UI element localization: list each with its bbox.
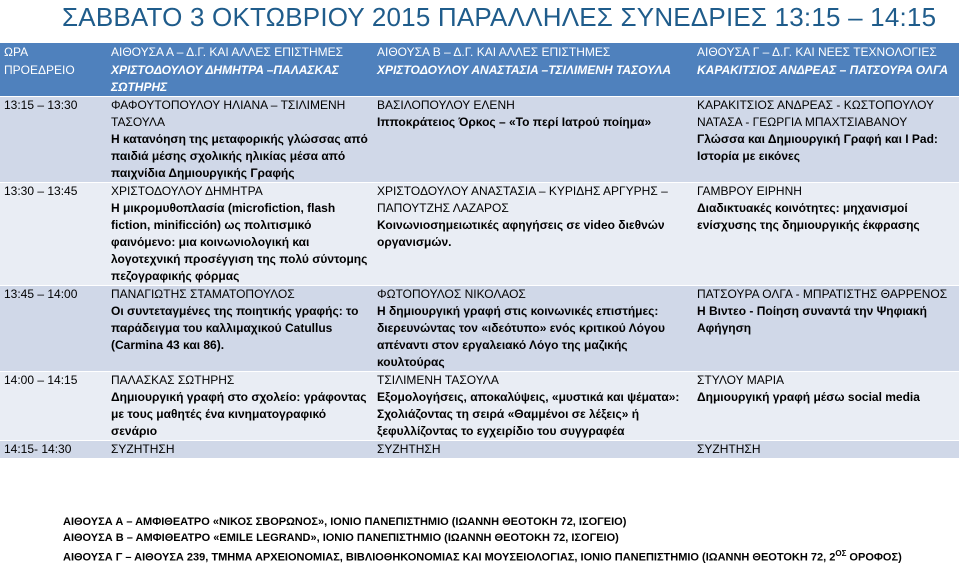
chairs-room-c: ΚΑΡΑΚΙΤΣΙΟΣ ΑΝΔΡΕΑΣ – ΠΑΤΣΟΥΡΑ ΟΛΓΑ (693, 62, 959, 97)
talk-title: Ιπποκράτειος Όρκος – «Το περί Ιατρού ποίημα» (377, 115, 652, 129)
session-room-c (693, 183, 959, 286)
venue-footer (63, 515, 902, 566)
session-room-a (107, 372, 373, 441)
talk-title: Οι συντεταγμένες της ποιητικής γραφής: το παράδειγμα του καλλιμαχικού Catullus (Carmina 43 και 86). (111, 304, 359, 352)
session-room-c (693, 286, 959, 372)
speaker-names: ΒΑΣΙΛΟΠΟΥΛΟΥ ΕΛΕΝΗ (377, 98, 515, 112)
session-room-c (693, 372, 959, 441)
speaker-names: ΦΩΤΟΠΟΥΛΟΣ ΝΙΚΟΛΑΟΣ (377, 287, 526, 301)
session-time: 13:45 – 14:00 (0, 286, 107, 372)
room-c-header: ΑΙΘΟΥΣΑ Γ – Δ.Γ. ΚΑΙ ΝΕΕΣ ΤΕΧΝΟΛΟΓΙΕΣ (693, 43, 959, 62)
session-room-a (107, 286, 373, 372)
session-room-a (107, 183, 373, 286)
session-row (0, 183, 959, 286)
session-row (0, 372, 959, 441)
discussion-room-b: ΣΥΖΗΤΗΣΗ (373, 441, 693, 459)
discussion-room-c: ΣΥΖΗΤΗΣΗ (693, 441, 959, 459)
speaker-names: ΦΑΦΟΥΤΟΠΟΥΛΟΥ ΗΛΙΑΝΑ – ΤΣΙΛΙΜΕΝΗ ΤΑΣΟΥΛΑ (111, 98, 346, 129)
session-time: 13:30 – 13:45 (0, 183, 107, 286)
talk-title: Κοινωνιοσημειωτικές αφηγήσεις σε video διεθνών οργανισμών. (377, 218, 665, 249)
speaker-names: ΣΤΥΛΟΥ ΜΑΡΙΑ (697, 373, 785, 387)
talk-title: Γλώσσα και Δημιουργική Γραφή και I Pad: Ιστορία με εικόνες (697, 132, 938, 163)
discussion-room-a: ΣΥΖΗΤΗΣΗ (107, 441, 373, 459)
talk-title: Διαδικτυακές κοινότητες: μηχανισμοί ενίσχυσης της δημιουργικής έκφρασης (697, 201, 920, 232)
chairs-room-b: ΧΡΙΣΤΟΔΟΥΛΟΥ ΑΝΑΣΤΑΣΙΑ –ΤΣΙΛΙΜΕΝΗ ΤΑΣΟΥΛΑ (373, 62, 693, 97)
session-room-c (693, 97, 959, 183)
speaker-names: ΤΣΙΛΙΜΕΝΗ ΤΑΣΟΥΛΑ (377, 373, 499, 387)
speaker-names: ΓΑΜΒΡΟΥ ΕΙΡΗΝΗ (697, 184, 802, 198)
talk-title: Η κατανόηση της μεταφορικής γλώσσας από παιδιά μέσης σχολικής ηλικίας μέσα από παιχνίδια Δημιουργικής Γραφής (111, 132, 368, 180)
chairs-label: ΠΡΟΕΔΡΕΙΟ (0, 62, 107, 97)
speaker-names: ΧΡΙΣΤΟΔΟΥΛΟΥ ΔΗΜΗΤΡΑ (111, 184, 263, 198)
venue-room-c-end: ΟΡΟΦΟΣ) (846, 551, 902, 564)
talk-title: Δημιουργική γραφή στο σχολείο: γράφοντας με τους μαθητές ένα κινηματογραφικό σενάριο (111, 390, 367, 438)
venue-room-c (63, 546, 902, 566)
room-a-header: ΑΙΘΟΥΣΑ Α – Δ.Γ. ΚΑΙ ΑΛΛΕΣ ΕΠΙΣΤΗΜΕΣ (107, 43, 373, 62)
venue-room-a: ΑΙΘΟΥΣΑ Α – ΑΜΦΙΘΕΑΤΡΟ «ΝΙΚΟΣ ΣΒΟΡΩΝΟΣ», ΙΟΝΙΟ ΠΑΝΕΠΙΣΤΗΜΙΟ (ΙΩΑΝΝΗ ΘΕΟΤΟΚΗ 72, ΙΣΟΓΕΙΟ) (63, 516, 627, 528)
session-row (0, 97, 959, 183)
session-room-b (373, 286, 693, 372)
session-room-b (373, 97, 693, 183)
discussion-row (0, 441, 959, 459)
talk-title: Η δημιουργική γραφή στις κοινωνικές επιστήμες: διερευνώντας τον «ιδεότυπο» ενός κριτικού Λόγου απέναντι στον εργαλειακό Λόγο της μαζικής κουλτούρας (377, 304, 665, 369)
talk-title: Εξομολογήσεις, αποκαλύψεις, «μυστικά και ψέματα»: Σχολιάζοντας τη σειρά «Θαμμένοι σε λέξεις» ή ξεφυλλίζοντας το εγχειρίδιο του συγγραφέα (377, 390, 680, 438)
chairs-row (0, 62, 959, 97)
floor-superscript: ΟΣ (835, 549, 847, 558)
session-time: 13:15 – 13:30 (0, 97, 107, 183)
room-b-header: ΑΙΘΟΥΣΑ Β – Δ.Γ. ΚΑΙ ΑΛΛΕΣ ΕΠΙΣΤΗΜΕΣ (373, 43, 693, 62)
speaker-names: ΠΑΤΣΟΥΡΑ ΟΛΓΑ - ΜΠΡΑΤΙΣΤΗΣ ΘΑΡΡΕΝΟΣ (697, 287, 948, 301)
schedule-table (0, 43, 959, 458)
session-room-b (373, 183, 693, 286)
session-room-a (107, 97, 373, 183)
speaker-names: ΚΑΡΑΚΙΤΣΙΟΣ ΑΝΔΡΕΑΣ - ΚΩΣΤΟΠΟΥΛΟΥ ΝΑΤΑΣΑ - ΓΕΩΡΓΙΑ ΜΠΑΧΤΣΙΑΒΑΝΟΥ (697, 98, 934, 129)
time-column-header: ΩΡΑ (0, 43, 107, 62)
session-room-b (373, 372, 693, 441)
talk-title: Η Βιντεο - Ποίηση συναντά την Ψηφιακή Αφήγηση (697, 304, 927, 335)
discussion-time: 14:15- 14:30 (0, 441, 107, 459)
talk-title: Η μικρομυθοπλασία (microfiction, flash fiction, minificción) ως πολιτισμικό φαινόμενο: μια κοινωνιολογική και λογοτεχνική προσέγγιση της πολύ σύντομης πεζογραφικής φόρμας (111, 201, 368, 283)
speaker-names: ΠΑΝΑΓΙΩΤΗΣ ΣΤΑΜΑΤΟΠΟΥΛΟΣ (111, 287, 295, 301)
session-row (0, 286, 959, 372)
session-time: 14:00 – 14:15 (0, 372, 107, 441)
header-row (0, 43, 959, 62)
chairs-room-a: ΧΡΙΣΤΟΔΟΥΛΟΥ ΔΗΜΗΤΡΑ –ΠΑΛΑΣΚΑΣ ΣΩΤΗΡΗΣ (107, 62, 373, 97)
talk-title: Δημιουργική γραφή μέσω social media (697, 390, 920, 404)
venue-room-b: ΑΙΘΟΥΣΑ Β – ΑΜΦΙΘΕΑΤΡΟ «EMILE LEGRAND», ΙΟΝΙΟ ΠΑΝΕΠΙΣΤΗΜΙΟ (ΙΩΑΝΝΗ ΘΕΟΤΟΚΗ 72, ΙΣΟΓΕΙΟ) (63, 531, 619, 544)
speaker-names: ΧΡΙΣΤΟΔΟΥΛΟΥ ΑΝΑΣΤΑΣΙΑ – ΚΥΡΙΔΗΣ ΑΡΓΥΡΗΣ – ΠΑΠΟΥΤΖΗΣ ΛΑΖΑΡΟΣ (377, 184, 668, 215)
page-title: ΣΑΒΒΑΤΟ 3 ΟΚΤΩΒΡΙΟΥ 2015 ΠΑΡΑΛΛΗΛΕΣ ΣΥΝΕΔΡΙΕΣ 13:15 – 14:15 (62, 2, 937, 32)
venue-room-c-text: ΑΙΘΟΥΣΑ Γ – ΑΙΘΟΥΣΑ 239, ΤΜΗΜΑ ΑΡΧΕΙΟΝΟΜΙΑΣ, ΒΙΒΛΙΟΘΗΚΟΝΟΜΙΑΣ ΚΑΙ ΜΟΥΣΕΙΟΛΟΓΙΑΣ, ΙΟΝΙΟ ΠΑΝΕΠΙΣΤΗΜΙΟ (ΙΩΑΝΝΗ ΘΕΟΤΟΚΗ 72, 2 (63, 551, 836, 564)
speaker-names: ΠΑΛΑΣΚΑΣ ΣΩΤΗΡΗΣ (111, 373, 235, 387)
